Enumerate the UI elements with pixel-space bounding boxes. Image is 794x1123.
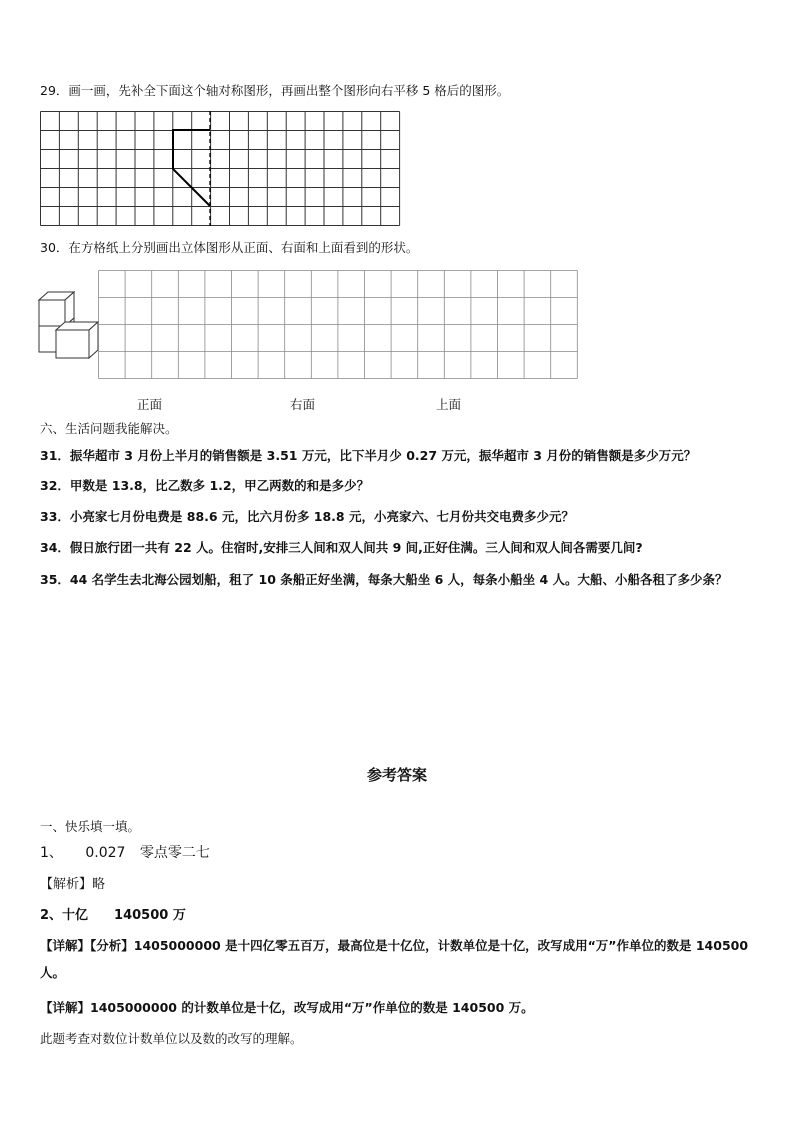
answer-1-analysis: 【解析】略 — [40, 877, 106, 892]
answer-2-detail-1: 【详解】【分析】1405000000 是十四亿零五百万，最高位是十亿位，计数单位是十亿，改写成用“万”作单位的数是 140500 人。 — [40, 938, 749, 980]
label-top-view: 上面 — [436, 397, 462, 412]
question-29: 29．画一画，先补全下面这个轴对称图形，再画出整个图形向右平移 5 格后的图形。 — [40, 83, 510, 98]
section-6-heading: 六、生活问题我能解决。 — [40, 421, 178, 436]
answers-title: 参考答案 — [366, 766, 427, 784]
symmetry-grid — [40, 111, 401, 227]
answer-1-value: 0.027 — [85, 845, 126, 861]
answer-2: 2、十亿 140500 万 — [40, 908, 186, 923]
answer-2-summary: 此题考查对数位计数单位以及数的改写的理解。 — [40, 1031, 303, 1046]
question-34: 34．假日旅行团一共有 22 人。住宿时,安排三人间和双人间共 9 间,正好住满。三人间和双人间各需要几间? — [40, 540, 643, 555]
view-grid — [98, 270, 580, 380]
answers-section-1: 一、快乐填一填。 — [40, 819, 141, 834]
answer-1-number: 1、 — [40, 845, 63, 861]
question-33: 33．小亮家七月份电费是 88.6 元，比六月份多 18.8 元，小亮家六、七月份共交电费多少元？ — [40, 509, 574, 524]
label-front-view: 正面 — [137, 397, 163, 412]
question-30: 30．在方格纸上分别画出立体图形从正面、右面和上面看到的形状。 — [40, 240, 419, 255]
cube-solid — [36, 288, 102, 360]
question-35: 35．44 名学生去北海公园划船，租了 10 条船正好坐满，每条大船坐 6 人，每条小船坐 4 人。大船、小船各租了多少条？ — [40, 572, 728, 587]
answer-1 — [40, 842, 210, 862]
label-right-view: 右面 — [290, 397, 316, 412]
question-31: 31．振华超市 3 月份上半月的销售额是 3.51 万元，比下半月少 0.27 万元，振华超市 3 月份的销售额是多少万元？ — [40, 448, 697, 463]
question-32: 32．甲数是 13.8，比乙数多 1.2，甲乙两数的和是多少？ — [40, 478, 370, 493]
answer-2-detail-2: 【详解】1405000000 的计数单位是十亿，改写成用“万”作单位的数是 140500 万。 — [40, 1000, 534, 1015]
answer-1-words: 零点零二七 — [139, 845, 210, 861]
